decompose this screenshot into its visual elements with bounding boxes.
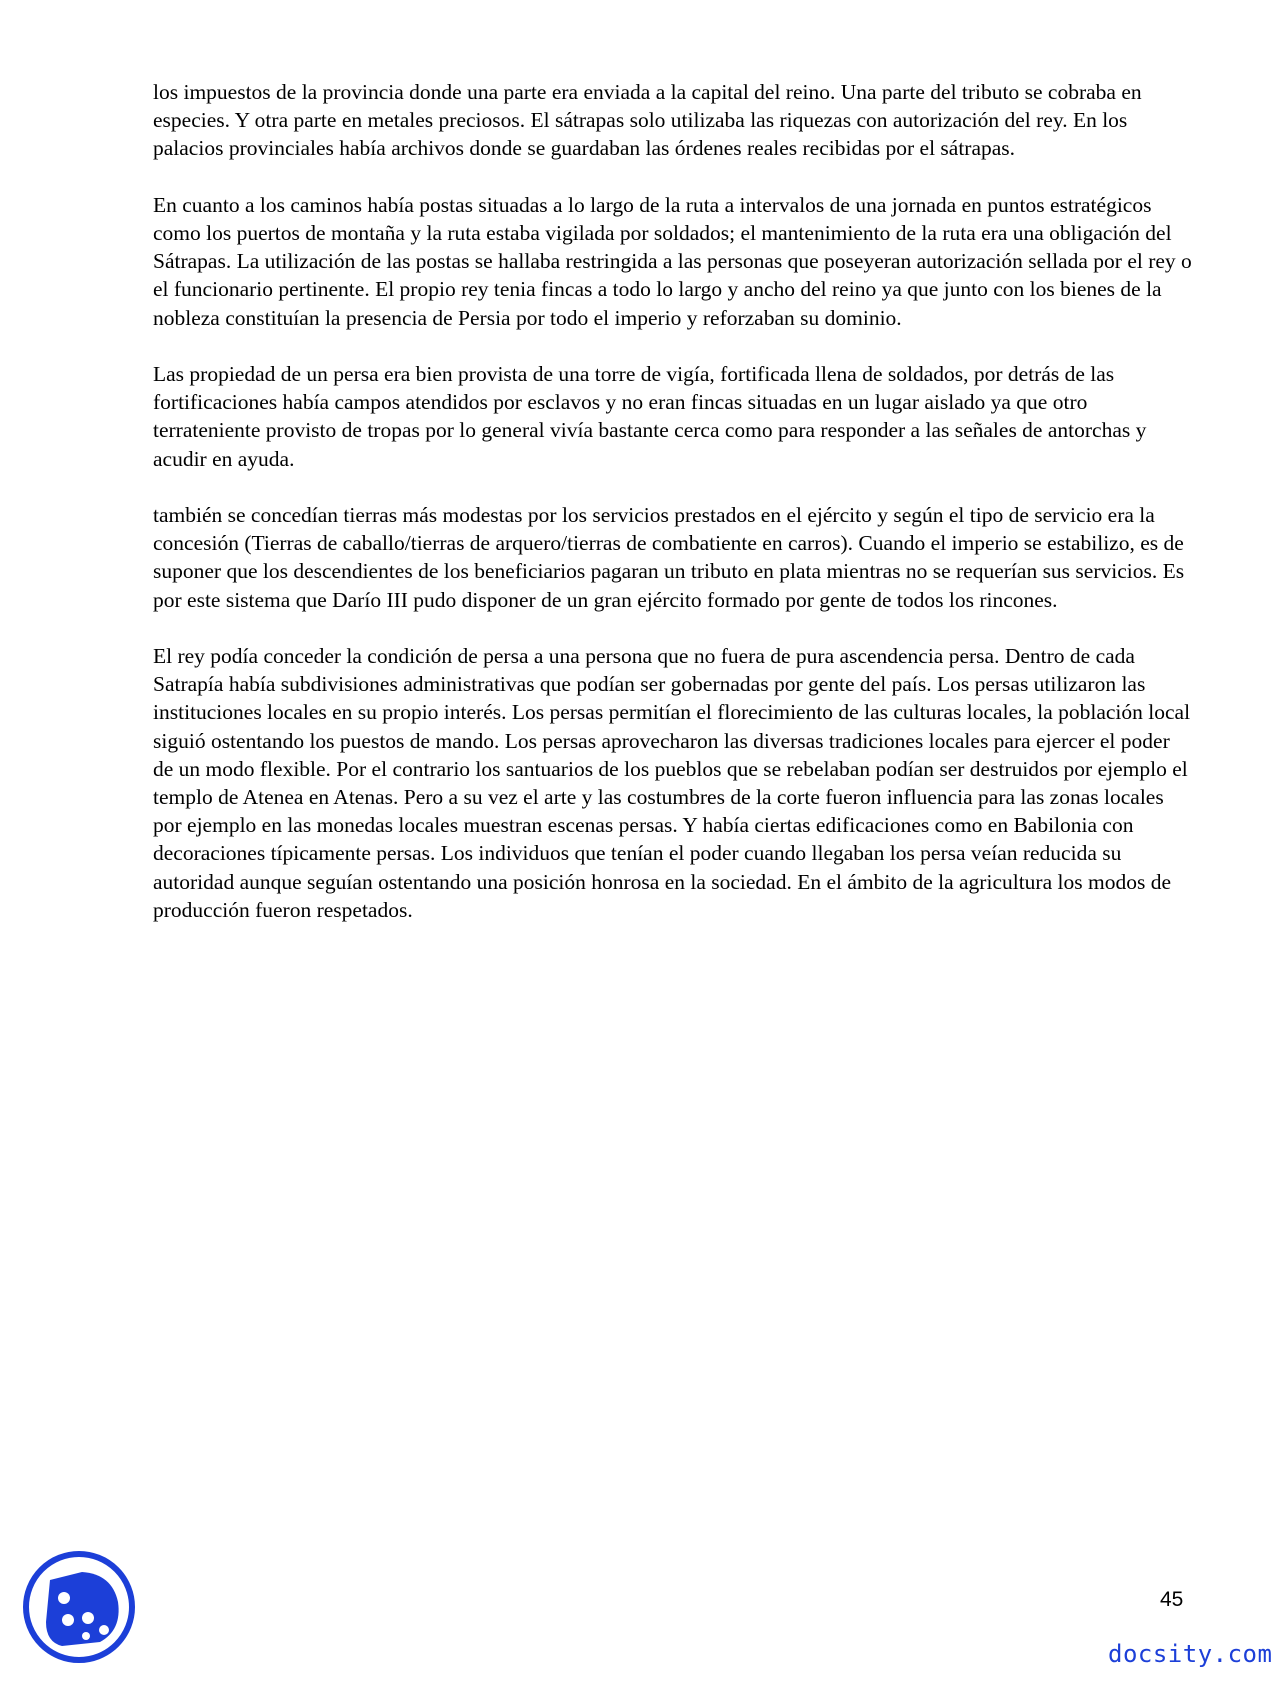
- paragraph-2: En cuanto a los caminos había postas situadas a lo largo de la ruta a intervalos de una jornada en puntos estratégicos como los puertos de montaña y la ruta estaba vigilada por soldados; el mantenimiento de la ruta era una obligación del Sátrapas. La utilización de las postas se hallaba restringida a las personas que poseyeran autorización sellada por el rey o el funcionario pertinente. El propio rey tenia fincas a todo lo largo y ancho del reino ya que junto con los bienes de la nobleza constituían la presencia de Persia por todo el imperio y reforzaban su dominio.: [153, 192, 1192, 330]
- paragraph-5: El rey podía conceder la condición de persa a una persona que no fuera de pura ascendencia persa. Dentro de cada Satrapía había subdivisiones administrativas que podían ser gobernadas por gente del país. Los persas utilizaron las instituciones locales en su propio interés. Los persas permitían el florecimiento de las culturas locales, la población local siguió ostentando los puestos de mando. Los persas aprovecharon las diversas tradiciones locales para ejercer el poder de un modo flexible. Por el contrario los santuarios de los pueblos que se rebelaban podían ser destruidos por ejemplo el templo de Atenea en Atenas. Pero a su vez el arte y las costumbres de la corte fueron influencia para las zonas locales por ejemplo en las monedas locales muestran escenas persas. Y había ciertas edificaciones como en Babilonia con decoraciones típicamente persas. Los individuos que tenían el poder cuando llegaban los persa veían reducida su autoridad aunque seguían ostentando una posición honrosa en la sociedad. En el ámbito de la agricultura los modos de producción fueron respetados.: [153, 644, 1191, 922]
- docsity-watermark[interactable]: docsity.com: [1108, 1640, 1273, 1668]
- paragraph-3: Las propiedad de un persa era bien provista de una torre de vigía, fortificada llena de soldados, por detrás de las fortificaciones había campos atendidos por esclavos y no eran fincas situadas en un lugar aislado ya que otro terrateniente provisto de tropas por lo general vivía bastante cerca como para responder a las señales de antorchas y acudir en ayuda.: [153, 362, 1147, 471]
- document-body: [153, 78, 1193, 952]
- paragraph-1: los impuestos de la provincia donde una parte era enviada a la capital del reino. Una parte del tributo se cobraba en especies. Y otra parte en metales preciosos. El sátrapas solo utilizaba las riquezas con autorización del rey. En los palacios provinciales había archivos donde se guardaban las órdenes reales recibidas por el sátrapas.: [153, 80, 1142, 161]
- paragraph-4: también se concedían tierras más modestas por los servicios prestados en el ejército y según el tipo de servicio era la concesión (Tierras de caballo/tierras de arquero/tierras de combatiente en carros). Cuando el imperio se estabilizo, es de suponer que los descendientes de los beneficiarios pagaran un tributo en plata mientras no se requerían sus servicios. Es por este sistema que Darío III pudo disponer de un gran ejército formado por gente de todos los rincones.: [153, 503, 1185, 612]
- page-number: 45: [1160, 1588, 1184, 1611]
- docsity-logo-icon: [22, 1550, 136, 1664]
